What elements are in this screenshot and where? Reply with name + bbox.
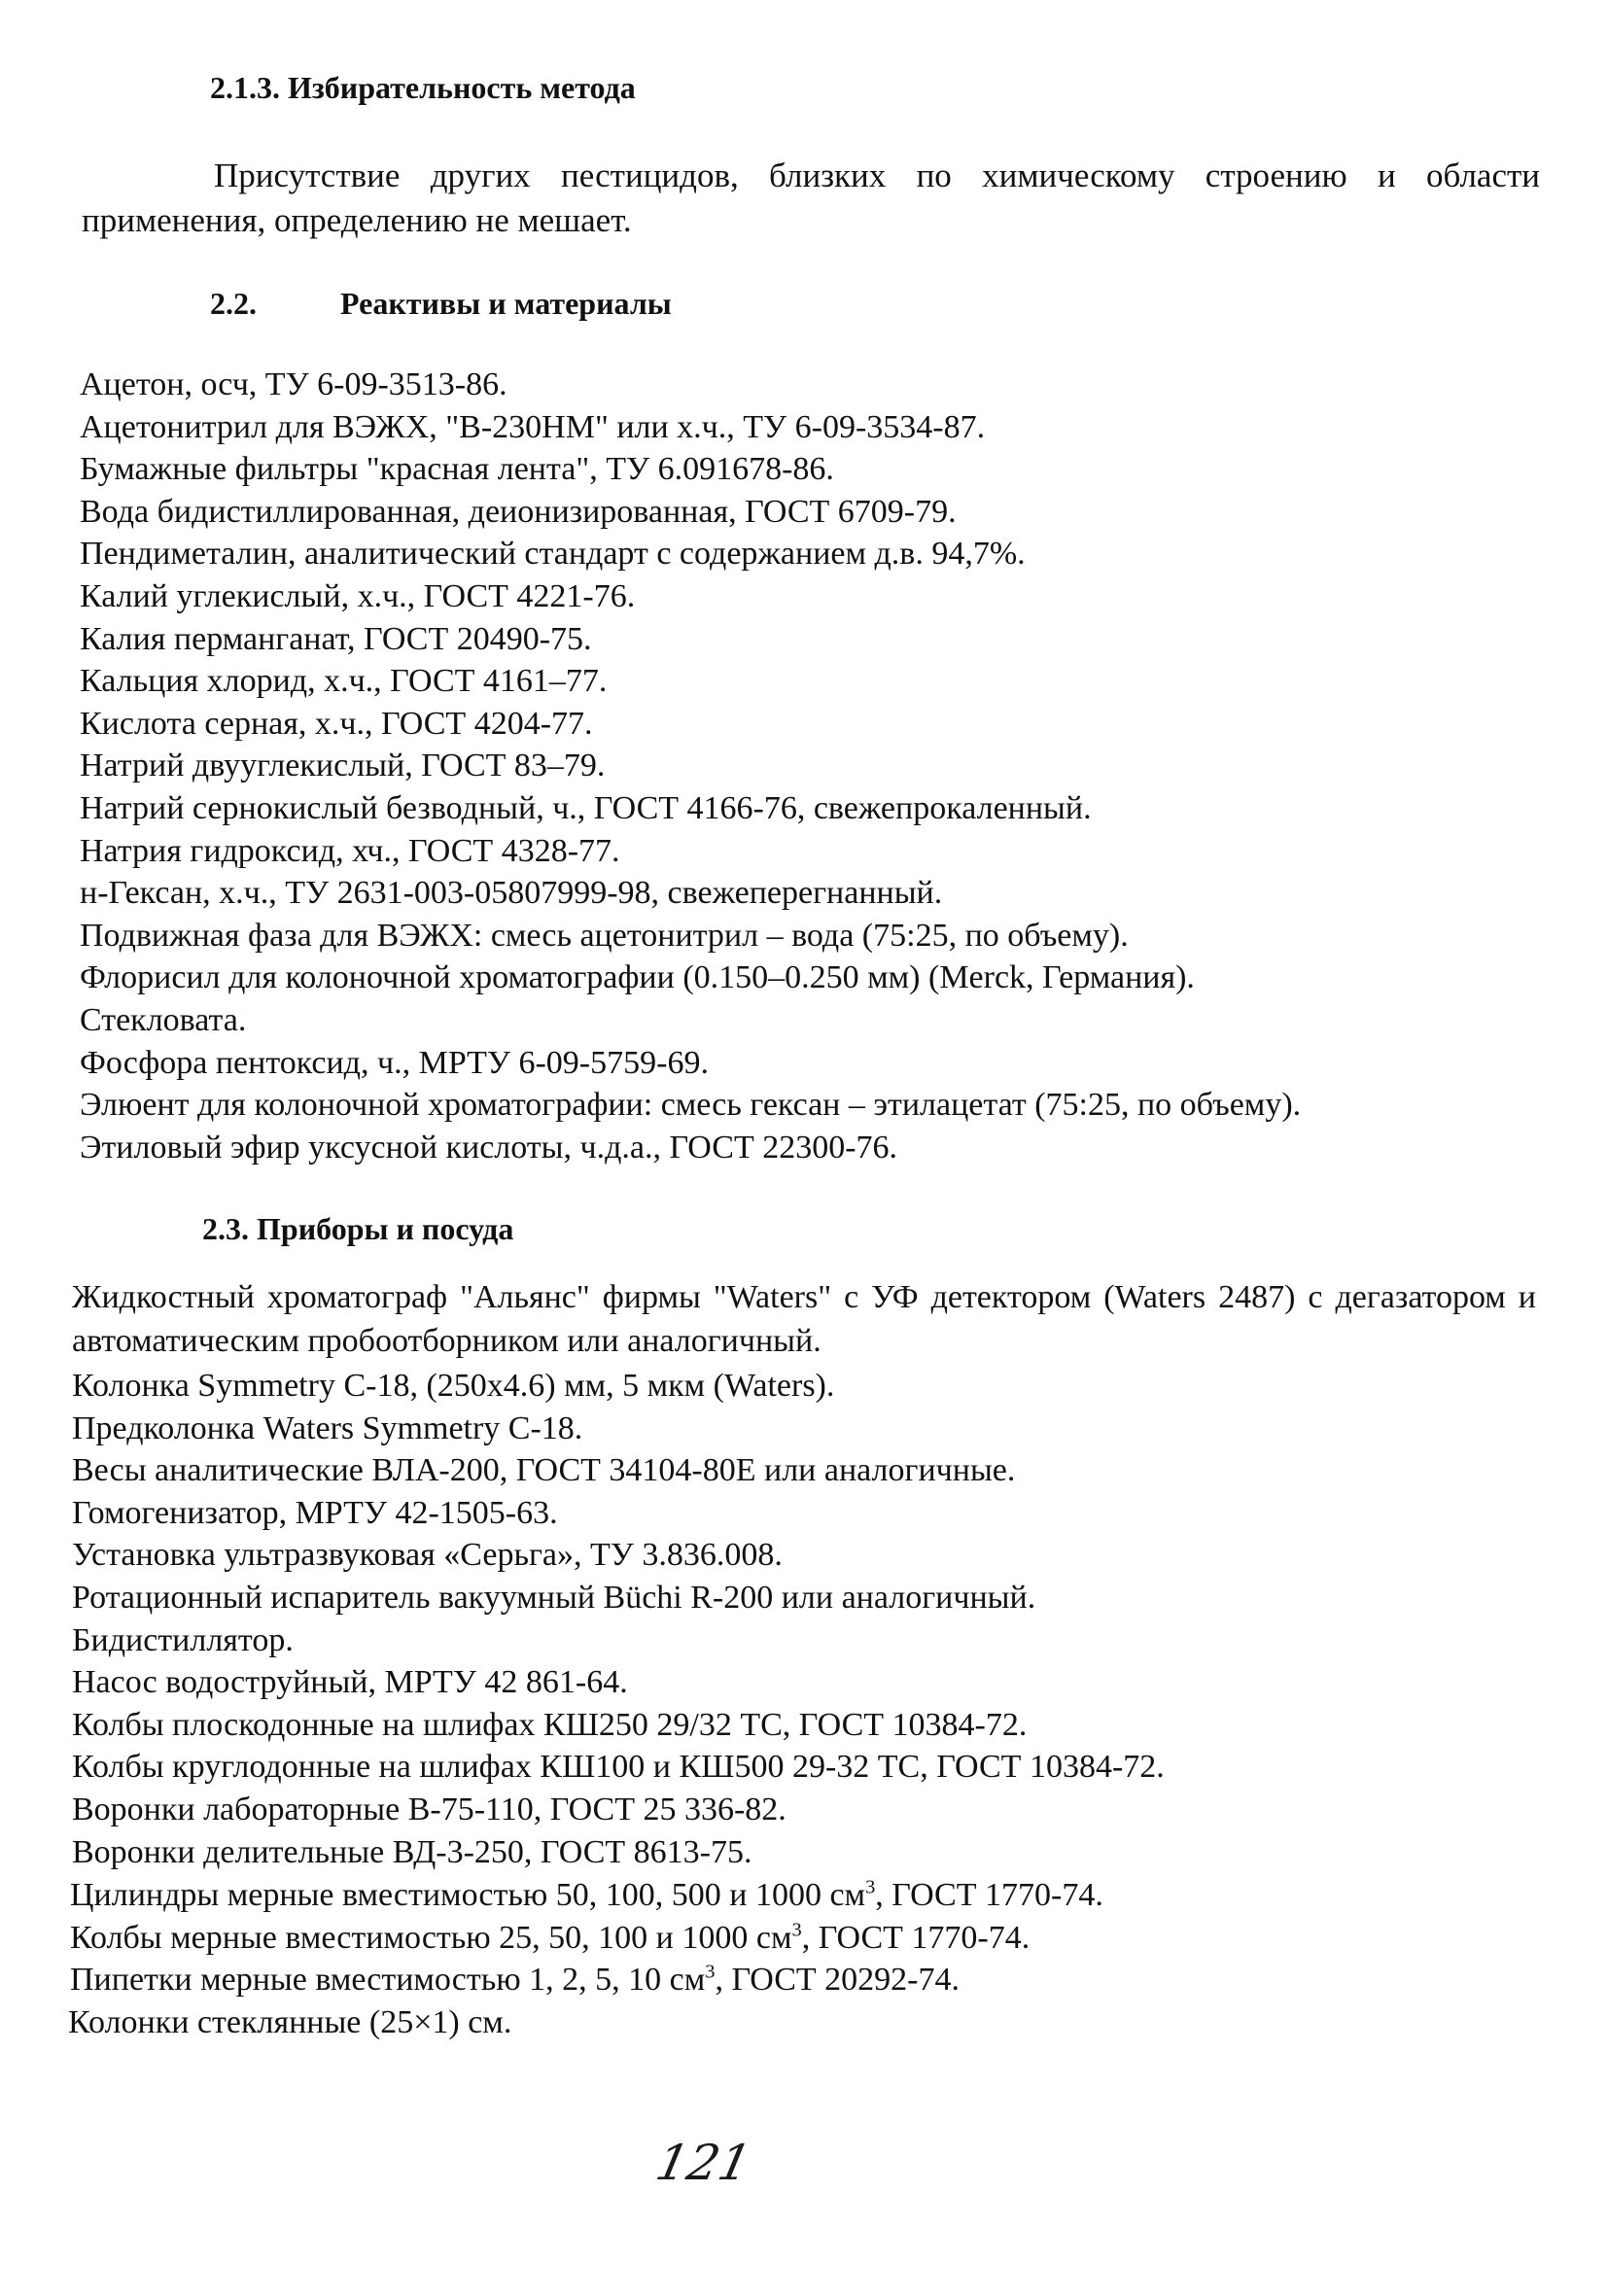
item-text: , ГОСТ 1770-74. (875, 1877, 1103, 1913)
list-item: Гомогенизатор, МРТУ 42-1505-63. (72, 1494, 558, 1531)
list-item: Калия перманганат, ГОСТ 20490-75. (80, 620, 592, 657)
list-item (70, 1917, 1103, 1960)
list-item: Колонка Symmetry С-18, (250x4.6) мм, 5 мкм (Waters). (72, 1368, 835, 1404)
list-item: Флорисил для колоночной хроматографии (0.150–0.250 мм) (Merck, Германия). (80, 959, 1195, 996)
selectivity-text: Присутствие других пестицидов, близких по химическому строению и области применения, определению не мешает. (82, 157, 1540, 239)
section-title: Реактивы и материалы (340, 286, 672, 321)
glass-columns-list (68, 2001, 511, 2044)
list-item (70, 1959, 1103, 2001)
list-item: Натрия гидроксид, хч., ГОСТ 4328-77. (80, 832, 620, 869)
list-item: Весы аналитические ВЛА-200, ГОСТ 34104-80Е или аналогичные. (72, 1452, 1016, 1489)
chromatograph-item: Жидкостный хроматограф "Альянс" фирмы "Waters" с УФ детектором (Waters 2487) с дегазатором и автоматическим пробоотборником или аналогичный. (72, 1279, 1536, 1359)
unit-exponent: 3 (705, 1961, 716, 1983)
list-item: Установка ультразвуковая «Серьга», ТУ 3.836.008. (72, 1537, 783, 1574)
list-item: Калий углекислый, х.ч., ГОСТ 4221-76. (80, 577, 636, 614)
equipment-list (72, 1365, 1165, 1873)
list-item: Подвижная фаза для ВЭЖХ: смесь ацетонитрил – вода (75:25, по объему). (80, 917, 1129, 954)
unit-exponent: 3 (791, 1919, 802, 1941)
list-item: Натрий двууглекислый, ГОСТ 83–79. (80, 748, 606, 784)
list-item: Вода бидистиллированная, деионизированная, ГОСТ 6709-79. (80, 493, 957, 530)
reagents-list (80, 364, 1301, 1168)
section-heading-2-3: 2.3. Приборы и посуда (202, 1211, 514, 1246)
list-item: Воронки лабораторные В-75-110, ГОСТ 25 336-82. (72, 1791, 787, 1827)
section-heading-2-1-3: 2.1.3. Избирательность метода (210, 70, 636, 105)
list-item: Этиловый эфир уксусной кислоты, ч.д.а., ГОСТ 22300-76. (80, 1129, 898, 1165)
list-item: Ацетон, осч, ТУ 6-09-3513-86. (80, 366, 507, 402)
list-item: Колбы плоскодонные на шлифах КШ250 29/32 ТС, ГОСТ 10384-72. (72, 1706, 1028, 1743)
list-item: Колбы круглодонные на шлифах КШ100 и КШ500 29-32 ТС, ГОСТ 10384-72. (72, 1749, 1165, 1786)
unit-exponent: 3 (865, 1876, 876, 1898)
list-item: Бумажные фильтры "красная лента", ТУ 6.091678-86. (80, 451, 834, 488)
section-number: 2.2. (210, 286, 257, 321)
handwritten-page-number: 121 (650, 2135, 756, 2191)
list-item: Колонки стеклянные (25×1) см. (68, 2004, 512, 2040)
list-item: Стекловата. (80, 1001, 247, 1038)
list-item: Фосфора пентоксид, ч., МРТУ 6-09-5759-69. (80, 1044, 709, 1081)
list-item (70, 1874, 1103, 1917)
list-item: Ацетонитрил для ВЭЖХ, "В-230НМ" или х.ч., ТУ 6-09-3534-87. (80, 408, 986, 445)
selectivity-paragraph (82, 154, 1540, 243)
item-text: , ГОСТ 1770-74. (801, 1919, 1031, 1956)
list-item: н-Гексан, х.ч., ТУ 2631-003-05807999-98, свежеперегнанный. (80, 875, 943, 912)
list-item: Предколонка Waters Symmetry C-18. (72, 1409, 583, 1446)
measuring-glassware-list (70, 1874, 1103, 2001)
list-item: Бидистиллятор. (72, 1621, 294, 1658)
list-item: Пендиметалин, аналитический стандарт с содержанием д.в. 94,7%. (80, 536, 1026, 573)
list-item: Насос водоструйный, МРТУ 42 861-64. (72, 1664, 628, 1701)
item-text: Колбы мерные вместимостью 25, 50, 100 и 1000 см (70, 1919, 792, 1956)
list-item: Элюент для колоночной хроматографии: смесь гексан – этилацетат (75:25, по объему). (80, 1087, 1302, 1124)
list-item: Ротационный испаритель вакуумный Büchi R-200 или аналогичный. (72, 1579, 1036, 1616)
list-item: Воронки делительные ВД-3-250, ГОСТ 8613-75. (72, 1833, 752, 1870)
item-text: Цилиндры мерные вместимостью 50, 100, 500 и 1000 см (70, 1877, 866, 1913)
item-text: , ГОСТ 20292-74. (715, 1962, 960, 1999)
list-item: Кислота серная, х.ч., ГОСТ 4204-77. (80, 705, 593, 742)
section-heading-2-2 (210, 284, 672, 323)
list-item: Кальция хлорид, х.ч., ГОСТ 4161–77. (80, 663, 608, 700)
list-item: Натрий сернокислый безводный, ч., ГОСТ 4166-76, свежепрокаленный. (80, 789, 1092, 826)
item-text: Пипетки мерные вместимостью 1, 2, 5, 10 см (70, 1962, 706, 1999)
